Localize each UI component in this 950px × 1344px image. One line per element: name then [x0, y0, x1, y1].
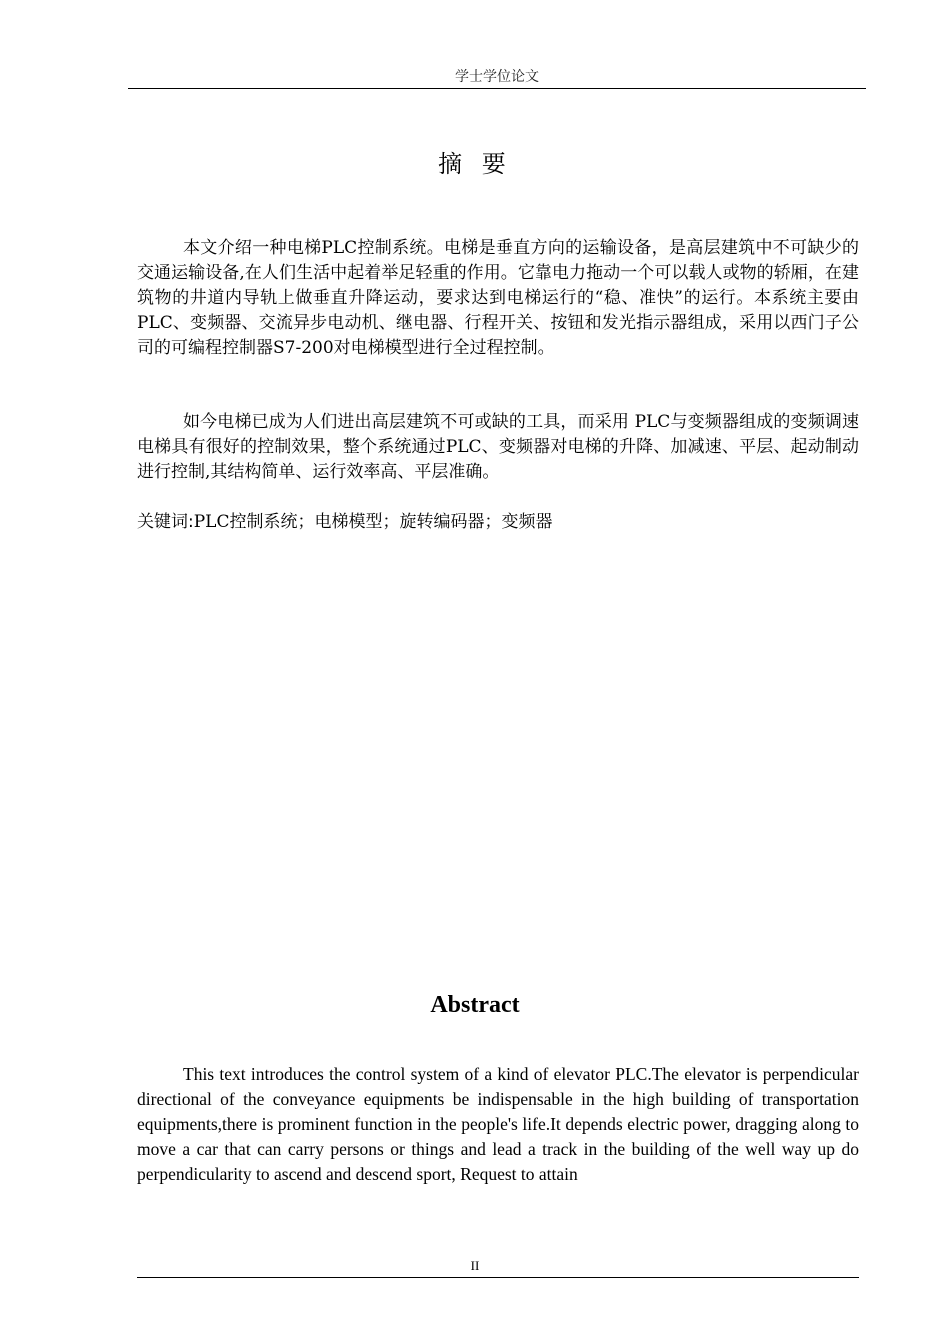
page-number: II: [470, 1258, 480, 1273]
abstract-title-english: Abstract: [430, 992, 520, 1018]
abstract-title-chinese: 摘 要: [438, 150, 512, 178]
page-header: 学士学位论文: [128, 66, 866, 89]
keywords-text: PLC控制系统；电梯模型；旋转编码器；变频器: [193, 512, 553, 532]
abstract-paragraph-1: 本文介绍一种电梯PLC控制系统。电梯是垂直方向的运输设备，是高层建筑中不可缺少的交通运输设备,在人们生活中起着举足轻重的作用。它靠电力拖动一个可以载人或物的轿厢，在建筑物的井道内导轨上做垂直升降运动，要求达到电梯运行的“稳、准快”的运行。本系统主要由PLC、变频器、交流异步电动机、继电器、行程开关、按钮和发光指示器组成，采用以西门子公司的可编程控制器S7-200对电梯模型进行全过程控制。: [137, 238, 859, 358]
keywords-line: [137, 510, 552, 535]
abstract-english-paragraph: This text introduces the control system of a kind of elevator PLC.The elevator is perpendicular directional of the conveyance equipments be indispensable in the high building of transportation equipments,there is prominent function in the people's life.It depends electric power, dragging along to move a car that can carry persons or things and lead a track in the building of the well way up do perpendicularity to ascend and descend sport, Request to attain: [137, 1064, 859, 1184]
abstract-paragraph-2: 如今电梯已成为人们进出高层建筑不可或缺的工具，而采用 PLC与变频器组成的变频调速电梯具有很好的控制效果，整个系统通过PLC、变频器对电梯的升降、加减速、平层、起动制动进行控制,其结构简单、运行效率高、平层准确。: [137, 412, 859, 482]
keywords-label: 关键词:: [137, 512, 194, 532]
footer-divider: [137, 1277, 859, 1278]
